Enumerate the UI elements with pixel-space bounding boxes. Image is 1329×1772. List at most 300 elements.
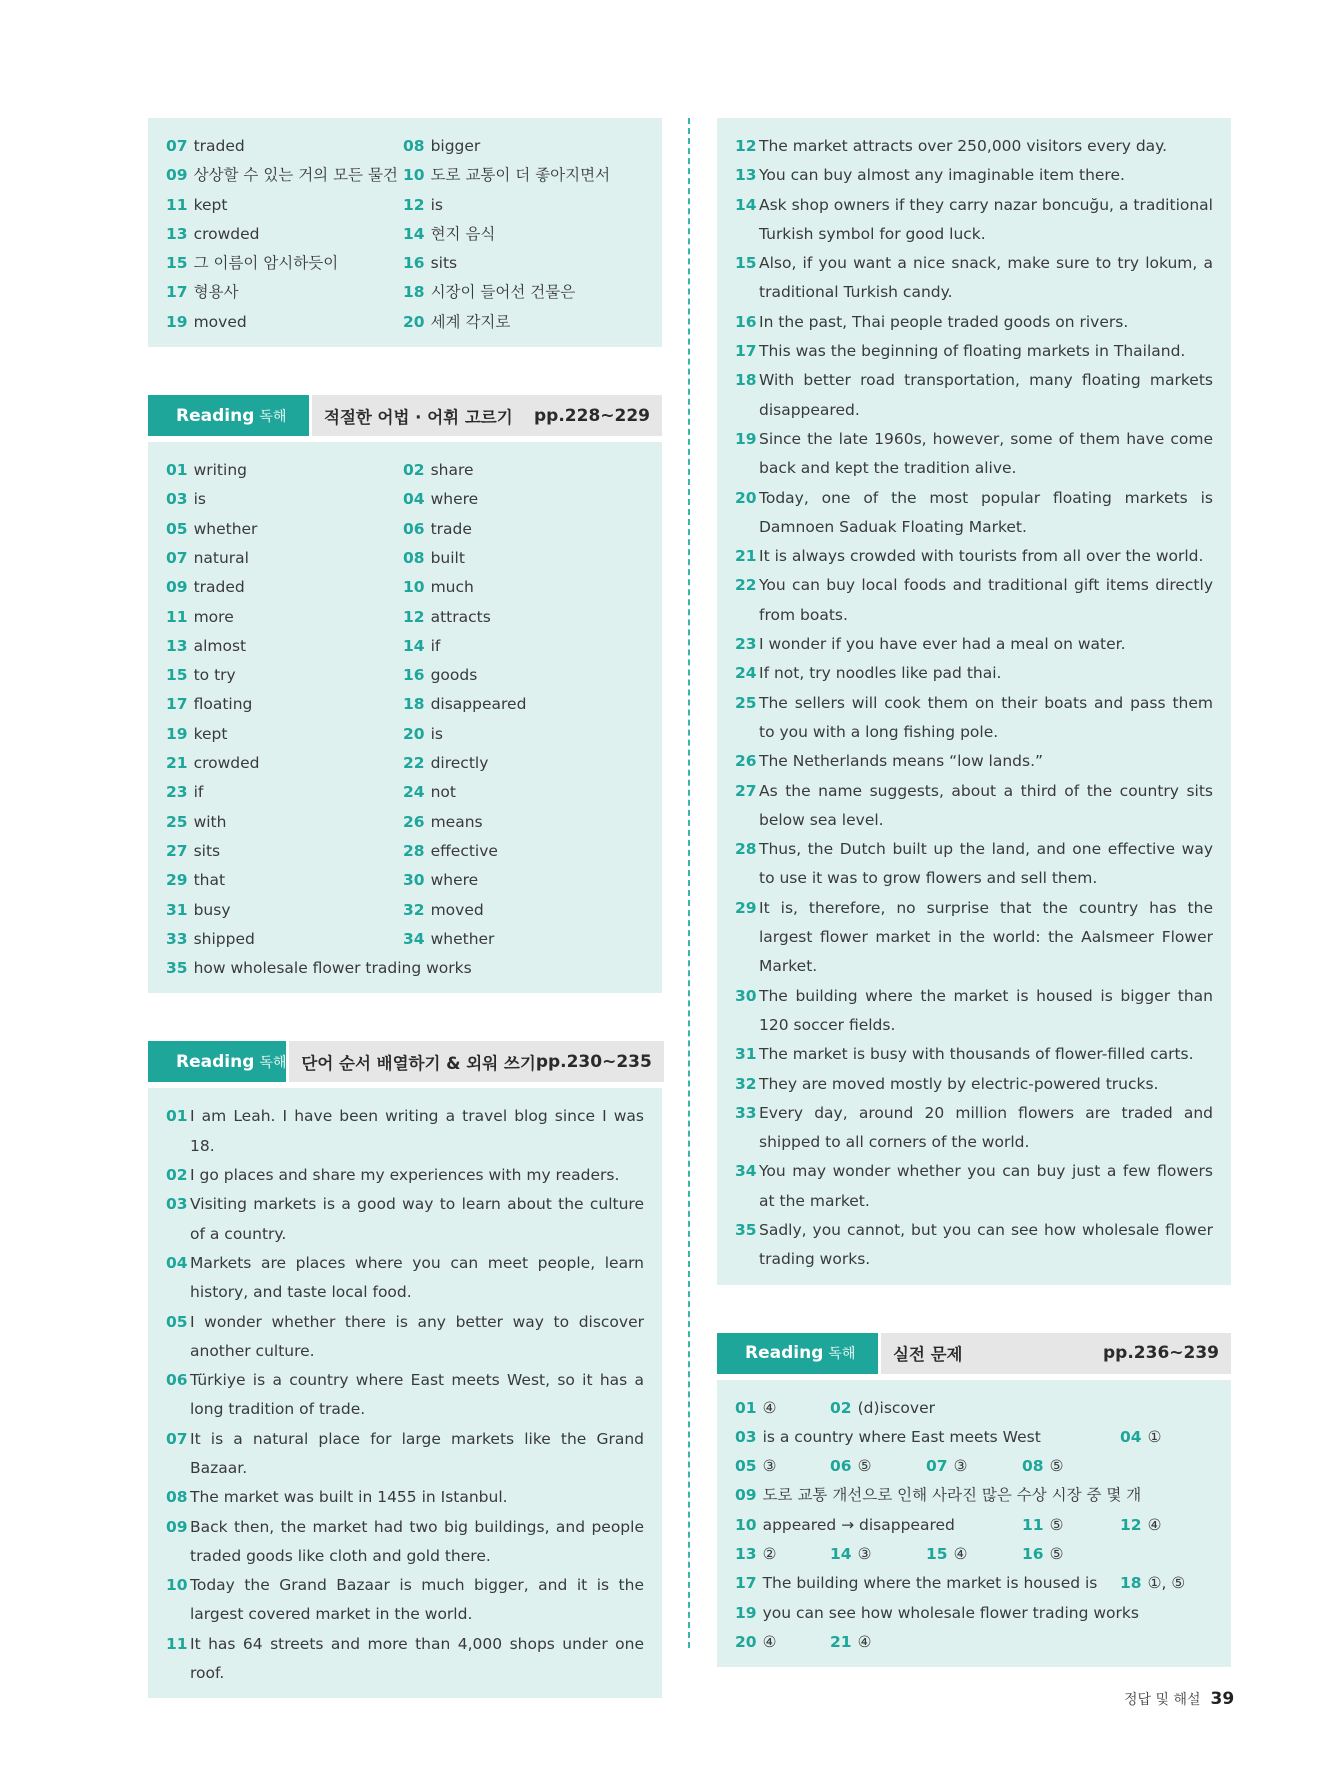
answer-text: 상상할 수 있는 거의 모든 물건 bbox=[193, 166, 398, 185]
page-footer bbox=[1124, 1689, 1234, 1709]
answer-text: ⑤ bbox=[857, 1457, 872, 1476]
answer-item bbox=[166, 161, 403, 190]
answer-text: to try bbox=[193, 666, 236, 685]
footer-label: 정답 및 해설 bbox=[1124, 1692, 1201, 1708]
answer-number: 10 bbox=[403, 578, 425, 597]
answer-number: 31 bbox=[166, 900, 188, 919]
answer-item bbox=[166, 749, 403, 778]
sentence-text: Thus, the Dutch built up the land, and one effective way to use it was to grow flowers and sell them. bbox=[759, 840, 1213, 888]
sentence-text: It is, therefore, no surprise that the country has the largest flower market in the world: the Aalsmeer Flower Market. bbox=[759, 898, 1213, 976]
answer-text: attracts bbox=[430, 607, 491, 626]
answer-text: ①, ⑤ bbox=[1147, 1574, 1186, 1593]
answer-item bbox=[403, 603, 644, 632]
answer-text: ③ bbox=[857, 1545, 872, 1564]
sentence-item bbox=[735, 484, 1213, 543]
answer-number: 09 bbox=[166, 166, 188, 185]
sentence-text: You may wonder whether you can buy just a few flowers at the market. bbox=[759, 1162, 1213, 1210]
sentence-item bbox=[166, 1483, 644, 1512]
answer-text: almost bbox=[193, 636, 247, 655]
answer-text: bigger bbox=[430, 137, 481, 155]
sentence-text: You can buy almost any imaginable item there. bbox=[759, 166, 1125, 185]
answer-text: ④ bbox=[953, 1545, 968, 1564]
word-order-sentences-panel bbox=[148, 1088, 662, 1698]
answer-number: 02 bbox=[403, 461, 425, 480]
answer-number: 35 bbox=[166, 959, 188, 978]
sentence-number: 08 bbox=[166, 1488, 188, 1507]
sentence-number: 27 bbox=[735, 781, 757, 800]
sentence-item bbox=[735, 982, 1213, 1041]
sentence-text: Sadly, you cannot, but you can see how wholesale flower trading works. bbox=[759, 1220, 1213, 1269]
right-column bbox=[717, 118, 1231, 1667]
sentence-number: 03 bbox=[166, 1195, 188, 1214]
column-divider bbox=[688, 118, 690, 1648]
answer-text: 시장이 들어선 건물은 bbox=[430, 283, 576, 302]
answer-number: 15 bbox=[926, 1545, 948, 1564]
answer-number: 11 bbox=[166, 607, 188, 626]
answer-number: 20 bbox=[403, 312, 425, 331]
answer-number: 03 bbox=[166, 490, 188, 509]
answer-text: you can see how wholesale flower trading works bbox=[762, 1603, 1139, 1622]
answer-item bbox=[403, 485, 644, 514]
answer-number: 19 bbox=[166, 724, 188, 743]
sentence-item bbox=[735, 1099, 1213, 1158]
sentence-text: The sellers will cook them on their boats and pass them to you with a long fishing pole. bbox=[759, 693, 1213, 741]
sentence-number: 31 bbox=[735, 1045, 757, 1064]
answer-item bbox=[166, 896, 403, 925]
top-left-answer-grid bbox=[166, 132, 644, 337]
answer-text: 세계 각지로 bbox=[430, 312, 511, 331]
answer-number: 13 bbox=[166, 224, 188, 243]
grammar-answer-grid bbox=[166, 456, 644, 954]
answer-number: 34 bbox=[403, 929, 425, 948]
sentence-number: 32 bbox=[735, 1074, 757, 1093]
sentence-text: Since the late 1960s, however, some of them have come back and kept the tradition alive. bbox=[759, 429, 1213, 478]
answer-number: 18 bbox=[403, 283, 425, 302]
answer-text: not bbox=[430, 783, 456, 802]
answer-text: ⑤ bbox=[1049, 1457, 1064, 1476]
answer-item bbox=[735, 1540, 776, 1569]
sentence-number: 26 bbox=[735, 752, 757, 771]
answer-number: 10 bbox=[403, 166, 425, 185]
answer-text: 현지 음식 bbox=[430, 224, 496, 243]
answer-item bbox=[735, 1599, 1139, 1628]
answer-text: if bbox=[430, 636, 441, 655]
answer-number: 13 bbox=[735, 1545, 757, 1564]
answer-text: natural bbox=[193, 548, 249, 567]
answer-item bbox=[735, 1452, 776, 1481]
answer-number: 01 bbox=[166, 461, 188, 480]
answer-item bbox=[735, 1394, 776, 1423]
answer-item bbox=[1120, 1423, 1161, 1452]
answer-text: ⑤ bbox=[1049, 1515, 1064, 1534]
answer-text: is bbox=[193, 490, 206, 509]
exam-answer-row bbox=[735, 1394, 1213, 1423]
answer-text: if bbox=[193, 783, 204, 802]
sentence-number: 14 bbox=[735, 195, 757, 214]
answer-number: 12 bbox=[1120, 1515, 1142, 1534]
answer-number: 01 bbox=[735, 1398, 757, 1417]
answer-item bbox=[735, 1628, 776, 1657]
answer-item bbox=[166, 132, 403, 161]
section-title-bar bbox=[881, 1333, 1231, 1374]
answer-text: how wholesale flower trading works bbox=[193, 959, 472, 978]
answer-item bbox=[403, 808, 644, 837]
section-title: 실전 문제 bbox=[893, 1345, 963, 1365]
sentence-item bbox=[166, 1190, 644, 1249]
sentence-number: 05 bbox=[166, 1312, 188, 1331]
sentence-number: 02 bbox=[166, 1166, 188, 1185]
sentence-item bbox=[735, 630, 1213, 659]
answer-number: 07 bbox=[166, 548, 188, 567]
sentence-number: 01 bbox=[166, 1107, 188, 1126]
answer-number: 29 bbox=[166, 871, 188, 890]
answer-item bbox=[166, 778, 403, 807]
sentence-number: 34 bbox=[735, 1162, 757, 1181]
answer-text: where bbox=[430, 871, 479, 890]
answer-text: with bbox=[193, 812, 227, 831]
answer-number: 06 bbox=[403, 519, 425, 538]
sentence-text: I am Leah. I have been writing a travel blog since I was 18. bbox=[190, 1107, 644, 1155]
answer-number: 16 bbox=[1022, 1545, 1044, 1564]
answer-number: 21 bbox=[166, 754, 188, 773]
sentence-item bbox=[735, 337, 1213, 366]
answer-number: 26 bbox=[403, 812, 425, 831]
answer-text: traded bbox=[193, 578, 245, 597]
exam-answer-row bbox=[735, 1423, 1213, 1452]
answer-number: 19 bbox=[166, 312, 188, 331]
answer-item bbox=[166, 954, 644, 983]
sentence-text: This was the beginning of floating markets in Thailand. bbox=[759, 342, 1186, 361]
answer-number: 25 bbox=[166, 812, 188, 831]
answer-item bbox=[403, 925, 644, 954]
answer-number: 02 bbox=[830, 1398, 852, 1417]
answer-item bbox=[166, 456, 403, 485]
answer-number: 18 bbox=[1120, 1574, 1142, 1593]
sentence-text: The Netherlands means “low lands.” bbox=[759, 752, 1044, 771]
grammar-answers-panel bbox=[148, 442, 662, 993]
answer-item bbox=[830, 1628, 871, 1657]
answer-text: traded bbox=[193, 137, 245, 155]
answer-number: 21 bbox=[830, 1632, 852, 1651]
answer-number: 04 bbox=[403, 490, 425, 509]
sentence-number: 13 bbox=[735, 166, 757, 185]
sentences-panel bbox=[717, 118, 1231, 1285]
sentence-text: I wonder whether there is any better way to discover another culture. bbox=[190, 1312, 644, 1360]
answer-item bbox=[166, 544, 403, 573]
sentence-text: It is always crowded with tourists from all over the world. bbox=[759, 547, 1204, 566]
sentence-item bbox=[735, 1157, 1213, 1216]
answer-text: is a country where East meets West bbox=[762, 1427, 1041, 1446]
answer-number: 20 bbox=[403, 724, 425, 743]
answer-text: much bbox=[430, 578, 474, 597]
answer-text: kept bbox=[193, 195, 228, 214]
answer-number: 05 bbox=[166, 519, 188, 538]
answer-number: 12 bbox=[403, 195, 425, 214]
answer-item bbox=[403, 837, 644, 866]
sentence-item bbox=[166, 1102, 644, 1161]
sentence-text: The market was built in 1455 in Istanbul. bbox=[190, 1488, 508, 1507]
answer-item bbox=[166, 485, 403, 514]
answer-text: busy bbox=[193, 900, 231, 919]
section-pages: pp.228~229 bbox=[533, 405, 650, 426]
sentence-text: Visiting markets is a good way to learn about the culture of a country. bbox=[190, 1195, 644, 1243]
badge-label-ko: 독해 bbox=[259, 408, 287, 425]
answer-number: 08 bbox=[403, 137, 425, 155]
answer-text: sits bbox=[430, 254, 458, 273]
answer-text: more bbox=[193, 607, 234, 626]
answer-item bbox=[403, 690, 644, 719]
answer-item bbox=[403, 749, 644, 778]
answer-number: 03 bbox=[735, 1427, 757, 1446]
answer-text: crowded bbox=[193, 224, 260, 243]
answer-number: 32 bbox=[403, 900, 425, 919]
answer-text: shipped bbox=[193, 929, 255, 948]
answer-item bbox=[1022, 1540, 1063, 1569]
answer-text: effective bbox=[430, 841, 498, 860]
answer-text: disappeared bbox=[430, 695, 527, 714]
answer-text: (d)iscover bbox=[857, 1398, 935, 1417]
answer-number: 09 bbox=[166, 578, 188, 597]
answer-number: 15 bbox=[166, 666, 188, 685]
answer-item bbox=[166, 661, 403, 690]
answer-item bbox=[403, 778, 644, 807]
answer-item bbox=[403, 515, 644, 544]
answer-item bbox=[403, 308, 644, 337]
answer-item bbox=[166, 603, 403, 632]
sentence-item bbox=[735, 191, 1213, 250]
sentence-item bbox=[735, 425, 1213, 484]
answer-item bbox=[166, 278, 403, 307]
sentence-text: Every day, around 20 million flowers are traded and shipped to all corners of the world. bbox=[759, 1103, 1213, 1152]
answer-item bbox=[830, 1540, 871, 1569]
answer-number: 14 bbox=[403, 636, 425, 655]
answer-item bbox=[403, 632, 644, 661]
sentence-text: I go places and share my experiences with my readers. bbox=[190, 1166, 620, 1185]
answer-number: 09 bbox=[735, 1486, 757, 1505]
answer-item bbox=[735, 1423, 1041, 1452]
sentence-number: 29 bbox=[735, 898, 757, 917]
answer-item bbox=[403, 191, 644, 220]
answer-text: kept bbox=[193, 724, 228, 743]
answer-number: 20 bbox=[735, 1632, 757, 1651]
answer-item bbox=[926, 1540, 967, 1569]
sentence-item bbox=[735, 249, 1213, 308]
answer-number: 22 bbox=[403, 754, 425, 773]
sentence-text: With better road transportation, many floating markets disappeared. bbox=[759, 371, 1213, 419]
answer-number: 14 bbox=[403, 224, 425, 243]
section-header-exam bbox=[717, 1333, 1231, 1374]
answer-text: trade bbox=[430, 519, 472, 538]
section-header-word-order bbox=[148, 1041, 662, 1082]
answer-number: 08 bbox=[403, 548, 425, 567]
answer-number: 12 bbox=[403, 607, 425, 626]
answer-text: where bbox=[430, 490, 479, 509]
answer-item bbox=[166, 925, 403, 954]
answer-number: 16 bbox=[403, 666, 425, 685]
answer-number: 24 bbox=[403, 783, 425, 802]
sentence-text: Ask shop owners if they carry nazar boncuğu, a traditional Turkish symbol for good luck. bbox=[759, 195, 1213, 243]
sentence-text: I wonder if you have ever had a meal on water. bbox=[759, 635, 1126, 654]
sentence-text: Türkiye is a country where East meets West, so it has a long tradition of trade. bbox=[190, 1371, 644, 1419]
sentence-item bbox=[735, 1216, 1213, 1275]
answer-number: 17 bbox=[166, 283, 188, 302]
answer-text: floating bbox=[193, 695, 253, 714]
answer-text: ④ bbox=[762, 1398, 777, 1417]
sentence-item bbox=[735, 132, 1213, 161]
sentence-text: You can buy local foods and traditional gift items directly from boats. bbox=[759, 576, 1213, 624]
sentence-text: Back then, the market had two big buildings, and people traded goods like cloth and gold there. bbox=[190, 1517, 644, 1565]
answer-item bbox=[403, 896, 644, 925]
answer-number: 07 bbox=[926, 1457, 948, 1476]
sentence-number: 11 bbox=[166, 1634, 188, 1653]
answer-item bbox=[403, 661, 644, 690]
sentence-number: 19 bbox=[735, 429, 757, 448]
sentence-number: 18 bbox=[735, 371, 757, 390]
exam-answer-row bbox=[735, 1569, 1213, 1598]
sentence-text: The market is busy with thousands of flower-filled carts. bbox=[759, 1045, 1194, 1064]
answer-item bbox=[166, 690, 403, 719]
answer-number: 05 bbox=[735, 1457, 757, 1476]
answer-item bbox=[1022, 1452, 1063, 1481]
section-header-grammar bbox=[148, 395, 662, 436]
sentence-number: 35 bbox=[735, 1220, 757, 1239]
section-title-bar bbox=[312, 395, 662, 436]
sentence-number: 23 bbox=[735, 635, 757, 654]
answer-number: 17 bbox=[166, 695, 188, 714]
answer-item bbox=[830, 1452, 871, 1481]
section-title-bar bbox=[289, 1041, 663, 1082]
answer-text: sits bbox=[193, 841, 221, 860]
sentence-item bbox=[735, 689, 1213, 748]
sentence-number: 28 bbox=[735, 840, 757, 859]
sentence-item bbox=[735, 366, 1213, 425]
badge-label-ko: 독해 bbox=[259, 1054, 287, 1071]
answer-text: 형용사 bbox=[193, 283, 239, 302]
reading-badge bbox=[717, 1333, 878, 1374]
sentence-item bbox=[735, 542, 1213, 571]
answer-item bbox=[1120, 1511, 1161, 1540]
badge-label-ko: 독해 bbox=[828, 1346, 856, 1363]
answer-item bbox=[166, 632, 403, 661]
section-pages: pp.236~239 bbox=[1102, 1343, 1219, 1364]
answer-text: that bbox=[193, 871, 226, 890]
section-title: 단어 순서 배열하기 & 외워 쓰기 bbox=[301, 1053, 536, 1073]
answer-item bbox=[403, 161, 644, 190]
sentence-text: If not, try noodles like pad thai. bbox=[759, 664, 1002, 683]
sentence-number: 07 bbox=[166, 1429, 188, 1448]
answer-text: ③ bbox=[953, 1457, 968, 1476]
sentence-item bbox=[735, 571, 1213, 630]
sentence-text: Today the Grand Bazaar is much bigger, and it is the largest covered market in the world. bbox=[190, 1576, 644, 1624]
answer-text: goods bbox=[430, 666, 478, 685]
answer-text: crowded bbox=[193, 754, 260, 773]
answer-number: 06 bbox=[830, 1457, 852, 1476]
section-pages: pp.230~235 bbox=[535, 1051, 652, 1072]
answer-item bbox=[166, 249, 403, 278]
sentence-item bbox=[735, 659, 1213, 688]
answer-item bbox=[166, 720, 403, 749]
page-number: 39 bbox=[1210, 1689, 1235, 1709]
sentence-text: They are moved mostly by electric-powered trucks. bbox=[759, 1074, 1159, 1093]
exam-answer-row bbox=[735, 1599, 1213, 1628]
answer-item bbox=[403, 278, 644, 307]
answer-text: ④ bbox=[857, 1632, 872, 1651]
answer-text: built bbox=[430, 548, 465, 567]
answer-item bbox=[166, 573, 403, 602]
answer-number: 30 bbox=[403, 871, 425, 890]
sentence-item bbox=[166, 1513, 644, 1572]
answer-item bbox=[735, 1481, 1141, 1510]
exam-answers-panel bbox=[717, 1380, 1231, 1668]
sentence-item bbox=[166, 1425, 644, 1484]
answer-item bbox=[166, 837, 403, 866]
answer-number: 11 bbox=[166, 195, 188, 214]
sentence-item bbox=[735, 1040, 1213, 1069]
sentence-text: The market attracts over 250,000 visitors every day. bbox=[759, 137, 1168, 155]
answer-item bbox=[403, 132, 644, 161]
answer-text: ③ bbox=[762, 1457, 777, 1476]
badge-label: Reading bbox=[176, 405, 255, 426]
answer-number: 28 bbox=[403, 841, 425, 860]
sentence-number: 25 bbox=[735, 693, 757, 712]
answer-item bbox=[166, 191, 403, 220]
answer-item bbox=[166, 220, 403, 249]
sentence-item bbox=[735, 777, 1213, 836]
answer-text: 그 이름이 암시하듯이 bbox=[193, 254, 339, 273]
sentence-number: 15 bbox=[735, 254, 757, 273]
answer-number: 16 bbox=[403, 254, 425, 273]
exam-answer-row bbox=[735, 1628, 1213, 1657]
answer-text: means bbox=[430, 812, 483, 831]
sentence-text: As the name suggests, about a third of the country sits below sea level. bbox=[759, 781, 1213, 829]
answer-text: moved bbox=[193, 312, 247, 331]
badge-label: Reading bbox=[745, 1343, 824, 1364]
answer-number: 18 bbox=[403, 695, 425, 714]
sentence-text: Markets are places where you can meet people, learn history, and taste local food. bbox=[190, 1253, 644, 1302]
answer-text: share bbox=[430, 461, 474, 480]
sentence-number: 21 bbox=[735, 547, 757, 566]
answer-item bbox=[735, 1569, 1097, 1598]
sentence-item bbox=[735, 894, 1213, 982]
sentence-number: 24 bbox=[735, 664, 757, 683]
answer-text: writing bbox=[193, 461, 247, 480]
answer-item bbox=[403, 249, 644, 278]
answer-item bbox=[403, 720, 644, 749]
answer-item bbox=[1022, 1511, 1063, 1540]
answer-text: ④ bbox=[762, 1632, 777, 1651]
answer-item bbox=[403, 220, 644, 249]
reading-badge bbox=[148, 395, 309, 436]
sentence-item bbox=[166, 1249, 644, 1308]
answer-item bbox=[1120, 1569, 1185, 1598]
sentence-item bbox=[735, 1070, 1213, 1099]
left-column bbox=[148, 118, 662, 1698]
answer-item bbox=[403, 544, 644, 573]
top-left-answers-panel bbox=[148, 118, 662, 347]
sentence-number: 04 bbox=[166, 1253, 188, 1272]
answer-number: 27 bbox=[166, 841, 188, 860]
sentence-number: 12 bbox=[735, 137, 757, 155]
answer-number: 07 bbox=[166, 137, 188, 155]
answer-number: 17 bbox=[735, 1574, 757, 1593]
answer-number: 19 bbox=[735, 1603, 757, 1622]
sentence-number: 17 bbox=[735, 342, 757, 361]
sentence-item bbox=[166, 1308, 644, 1367]
answer-number: 08 bbox=[1022, 1457, 1044, 1476]
answer-item bbox=[926, 1452, 967, 1481]
answer-text: directly bbox=[430, 754, 489, 773]
answer-item bbox=[403, 456, 644, 485]
